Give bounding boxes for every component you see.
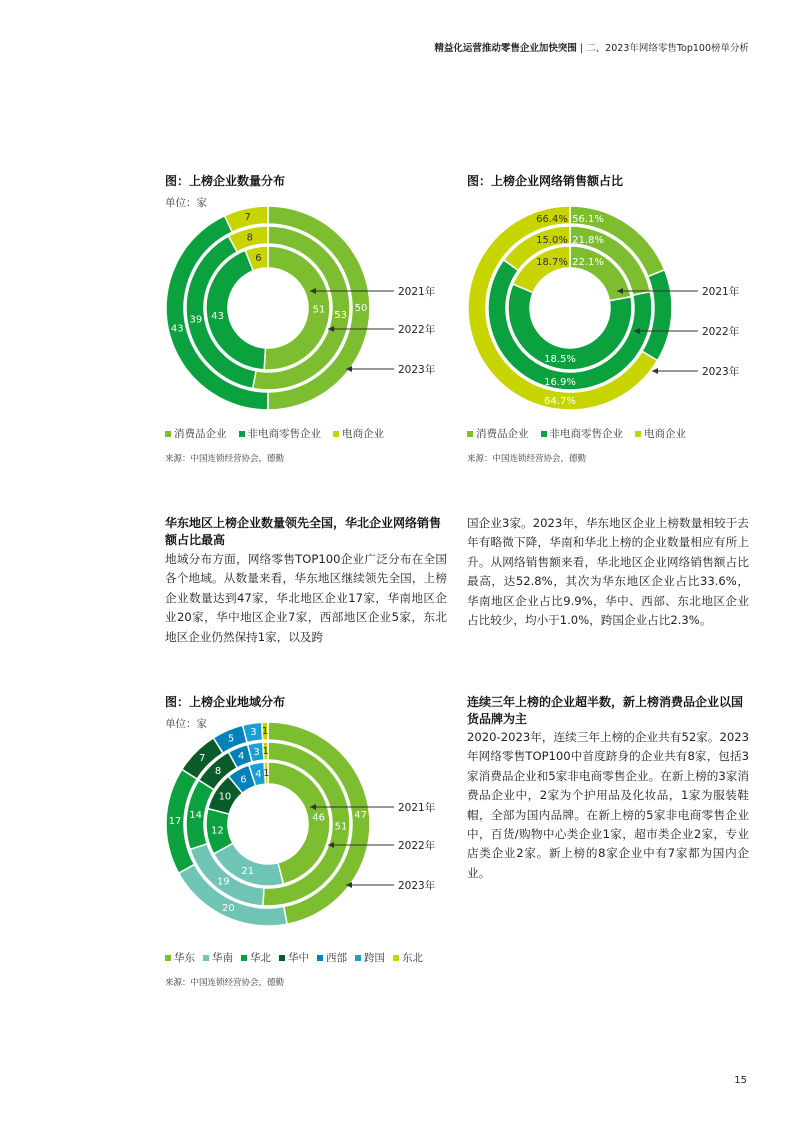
fig3-legend-item-3 xyxy=(241,950,271,965)
fig2-legend-item-1 xyxy=(467,426,529,441)
fig2-legend-label-2: 非电商零售企业 xyxy=(549,428,623,440)
fig2-data-label-3: 15.0% xyxy=(536,235,568,246)
fig2-nested-donut-chart xyxy=(462,205,762,420)
fig1-data-label-8: 43 xyxy=(170,323,184,335)
fig3-data-label-9: 19 xyxy=(216,876,230,888)
fig3-legend-label-1: 华东 xyxy=(174,952,195,964)
fig2-legend-swatch-1 xyxy=(467,431,473,437)
section2-title: 连续三年上榜的企业超半数，新上榜消费品企业以国货品牌为主 xyxy=(467,695,744,726)
fig3-legend-label-5: 西部 xyxy=(326,952,347,964)
fig3-legend-label-3: 华北 xyxy=(250,952,271,964)
running-header xyxy=(434,40,749,54)
fig3-legend-label-7: 东北 xyxy=(402,952,423,964)
fig1-legend-label-1: 消费品企业 xyxy=(174,428,227,440)
fig3-legend-label-6: 跨国 xyxy=(364,952,385,964)
fig1-legend-label-3: 电商企业 xyxy=(342,428,384,440)
fig1-legend-item-3 xyxy=(333,426,384,441)
fig1-unit: 单位：家 xyxy=(165,197,207,209)
section1-title: 华东地区上榜企业数量领先全国，华北企业网络销售额占比最高 xyxy=(165,516,442,547)
section1-col2-text: 国企业3家。2023年，华东地区企业上榜数量相较于去年有略微下降，华南和华北上榜的企业数量相应有所上升。从网络销售额来看，华北地区企业网络销售额占比最高，达52.8%，其次为华东地区企业占比33.6%，华南地区企业占比9.9%，华中、西部、东北地区企业占比较少，均小于1.0%，跨国企业占比2.3%。 xyxy=(467,516,749,628)
header-separator: | xyxy=(576,43,587,54)
fig3-data-label-21: 1 xyxy=(261,726,269,738)
fig2-year-arrowhead-3 xyxy=(652,368,658,374)
fig1-data-label-1: 51 xyxy=(312,304,326,316)
fig1-data-label-6: 8 xyxy=(246,232,254,244)
fig1-data-label-7: 50 xyxy=(354,303,368,314)
fig3-year-label-1: 2021年 xyxy=(398,802,436,814)
fig3-legend-item-4 xyxy=(279,950,309,965)
fig2-year-label-1: 2021年 xyxy=(702,286,740,298)
fig3-legend-swatch-6 xyxy=(355,955,361,961)
fig3-data-label-7: 1 xyxy=(263,768,270,780)
fig2-data-label-9: 64.7% xyxy=(544,396,576,407)
fig3-legend-item-2 xyxy=(203,950,233,965)
fig3-legend xyxy=(165,950,423,965)
fig1-year-label-3: 2023年 xyxy=(398,364,436,376)
fig3-legend-item-6 xyxy=(355,950,385,965)
fig1-title: 图：上榜企业数量分布 xyxy=(165,174,286,188)
fig3-data-label-2: 21 xyxy=(241,865,255,877)
fig2-legend xyxy=(467,426,686,441)
section2-body-text: 2020-2023年，连续三年上榜的企业共有52家。2023年网络零售TOP100中首度跻身的企业共有8家，包括3家消费品企业和5家非电商零售企业。在新上榜的3家消费品企业中，2家为个护用品及化妆品，1家为服装鞋帽，全部为国内品牌。在新上榜的5家非电商零售企业中，百货/购物中心类企业1家，超市类企业2家，专业店类企业2家。新上榜的8家企业中有7家都为国内企业。 xyxy=(467,730,749,880)
fig3-data-label-15: 47 xyxy=(354,810,367,822)
fig2-source: 来源：中国连锁经营协会，德勤 xyxy=(467,454,587,464)
fig3-legend-swatch-5 xyxy=(317,955,323,961)
fig3-data-label-3: 12 xyxy=(211,825,224,837)
fig2-year-label-2: 2022年 xyxy=(702,326,740,338)
fig1-year-label-1: 2021年 xyxy=(398,286,436,298)
fig3-data-label-17: 17 xyxy=(168,816,182,828)
fig1-legend-label-2: 非电商零售企业 xyxy=(247,428,321,440)
fig1-data-label-2: 43 xyxy=(211,310,224,322)
fig2-legend-label-3: 电商企业 xyxy=(644,428,686,440)
section1-col1-text: 地域分布方面，网络零售TOP100企业广泛分布在全国各个地域。从数量来看，华东地区继续领先全国，上榜企业数量达到47家，华北地区企业17家，华南地区企业20家，华中地区企业7家，西部地区企业5家，东北地区企业仍然保持1家，以及跨 xyxy=(165,552,447,644)
fig3-year-label-3: 2023年 xyxy=(398,880,436,892)
fig3-data-label-11: 8 xyxy=(214,765,222,777)
fig1-data-label-4: 53 xyxy=(334,309,348,321)
fig3-legend-swatch-3 xyxy=(241,955,247,961)
fig1-legend-swatch-2 xyxy=(239,431,245,437)
fig1-legend-item-2 xyxy=(239,426,322,441)
fig3-data-label-18: 7 xyxy=(199,753,206,765)
fig3-legend-item-1 xyxy=(165,950,195,965)
fig1-legend-swatch-3 xyxy=(333,431,339,437)
fig3-legend-swatch-2 xyxy=(203,955,209,961)
fig3-unit: 单位：家 xyxy=(165,718,207,730)
fig3-source: 来源：中国连锁经营协会，德勤 xyxy=(165,978,285,988)
fig3-title: 图：上榜企业地域分布 xyxy=(165,695,286,709)
fig3-legend-swatch-1 xyxy=(165,955,171,961)
fig1-nested-donut-chart xyxy=(160,205,460,420)
fig2-year-label-3: 2023年 xyxy=(702,366,740,378)
fig3-data-label-10: 14 xyxy=(189,809,202,821)
fig1-legend-swatch-1 xyxy=(165,431,171,437)
fig3-data-label-1: 46 xyxy=(312,812,325,824)
fig2-legend-swatch-3 xyxy=(635,431,641,437)
fig3-legend-item-7 xyxy=(393,950,423,965)
fig3-data-label-16: 20 xyxy=(222,903,235,915)
fig2-legend-item-2 xyxy=(541,426,624,441)
fig3-legend-swatch-7 xyxy=(393,955,399,961)
header-report-title: 精益化运营推动零售企业加快突围 xyxy=(434,43,577,54)
fig3-data-label-20: 3 xyxy=(250,727,257,739)
fig3-data-label-5: 6 xyxy=(240,774,247,786)
fig3-legend-label-4: 华中 xyxy=(288,952,309,964)
fig1-year-label-2: 2022年 xyxy=(398,324,436,336)
fig1-data-label-9: 7 xyxy=(244,212,251,224)
header-section-title: 二、2023年网络零售Top100榜单分析 xyxy=(586,43,749,54)
fig2-legend-swatch-2 xyxy=(541,431,547,437)
fig2-data-label-7: 18.5% xyxy=(544,354,576,365)
fig3-data-label-13: 3 xyxy=(253,746,260,758)
fig3-data-label-19: 5 xyxy=(227,733,235,745)
fig3-data-label-14: 1 xyxy=(262,746,269,758)
fig2-data-label-4: 21.8% xyxy=(572,235,604,246)
fig3-data-label-4: 10 xyxy=(218,791,232,803)
fig2-data-label-2: 56.1% xyxy=(572,214,604,225)
fig3-legend-item-5 xyxy=(317,950,347,965)
fig3-legend-label-2: 华南 xyxy=(212,952,233,964)
page-number: 15 xyxy=(734,1075,747,1086)
fig2-data-label-5: 18.7% xyxy=(536,257,568,268)
fig1-legend-item-1 xyxy=(165,426,227,441)
fig2-data-label-8: 16.9% xyxy=(544,377,576,388)
fig1-source: 来源：中国连锁经营协会，德勤 xyxy=(165,454,285,464)
fig1-legend xyxy=(165,426,384,441)
fig3-data-label-6: 4 xyxy=(255,768,262,780)
fig2-legend-label-1: 消费品企业 xyxy=(476,428,529,440)
fig3-data-label-12: 4 xyxy=(237,751,245,763)
fig2-data-label-6: 22.1% xyxy=(572,257,604,268)
fig3-data-label-8: 51 xyxy=(334,821,348,833)
fig1-data-label-3: 6 xyxy=(255,252,262,264)
fig2-data-label-1: 66.4% xyxy=(536,214,568,225)
fig2-title: 图：上榜企业网络销售额占比 xyxy=(467,174,624,188)
fig2-legend-item-3 xyxy=(635,426,686,441)
fig1-data-label-5: 39 xyxy=(189,314,203,326)
fig3-year-label-2: 2022年 xyxy=(398,840,436,852)
fig3-legend-swatch-4 xyxy=(279,955,285,961)
fig3-nested-donut-chart xyxy=(160,720,460,940)
